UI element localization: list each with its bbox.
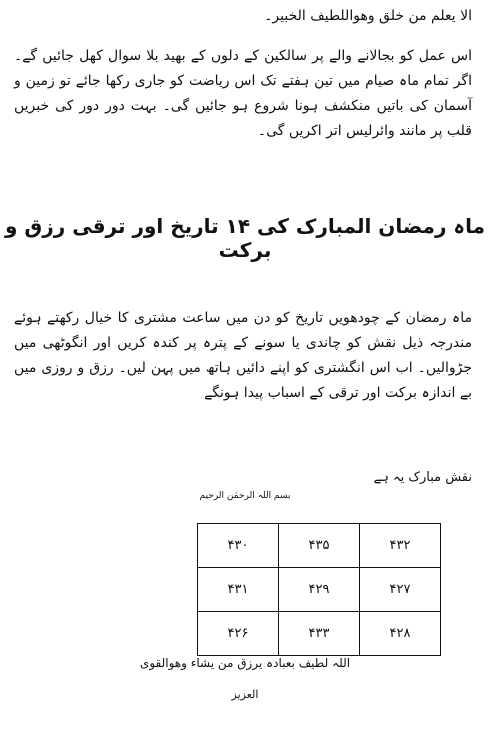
naqsh-footer: اللہ لطیف بعبادہ یرزق من یشاء وھوالقوی — [139, 656, 351, 670]
grid-row — [198, 524, 441, 568]
instruction-paragraph: ماہ رمضان کے چودھویں تاریخ کو دن میں ساعت مشتری کا خیال رکھتے ہوئے مندرجہ ذیل نقش کو چاندی یا سونے کے پترہ پر کندہ کریں اور انگوٹھی میں جڑوالیں۔ اب اس انگشتری کو اپنے دائیں ہاتھ میں پہن لیں۔ رزق و روزی میں بے اندازہ برکت اور ترقی کے اسباب پیدا ہونگے — [14, 310, 472, 401]
grid-cell: ۴۲۶ — [198, 612, 279, 656]
bismillah-text: بسم اللہ الرحمٰن الرحیم — [199, 491, 291, 501]
grid-cell: ۴۲۷ — [360, 568, 441, 612]
grid-cell: ۴۳۳ — [279, 612, 360, 656]
grid-cell: ۴۳۱ — [198, 568, 279, 612]
intro-paragraph: اس عمل کو بجالانے والے پر سالکین کے دلوں کے بھید بلا سوال کھل جائیں گے۔ اگر تمام ماہ صیام میں تین ہفتے تک اس ریاضت کو جاری رکھا جائے تو زمین و آسمان کی باتیں منکشف ہونا شروع ہو جائیں گی۔ بہت دور دور کی خبریں قلب پر مانند وائرلیس اتر اکریں گی۔ — [14, 48, 472, 139]
section-heading: ماہ رمضان المبارک کی ۱۴ تاریخ اور ترقی رزق و برکت — [4, 214, 486, 262]
grid-cell: ۴۲۹ — [279, 568, 360, 612]
grid-cell: ۴۳۰ — [198, 524, 279, 568]
grid-cell: ۴۲۸ — [360, 612, 441, 656]
naqsh-grid — [197, 523, 441, 656]
grid-cell: ۴۳۲ — [360, 524, 441, 568]
naqsh-closing: العزیز — [231, 688, 259, 701]
grid-row — [198, 568, 441, 612]
intro-line: الا یعلم من خلق وھواللطیف الخبیر۔ — [264, 8, 472, 24]
grid-row — [198, 612, 441, 656]
naqsh-label: نقش مبارک یہ ہے — [373, 470, 472, 485]
grid-cell: ۴۳۵ — [279, 524, 360, 568]
